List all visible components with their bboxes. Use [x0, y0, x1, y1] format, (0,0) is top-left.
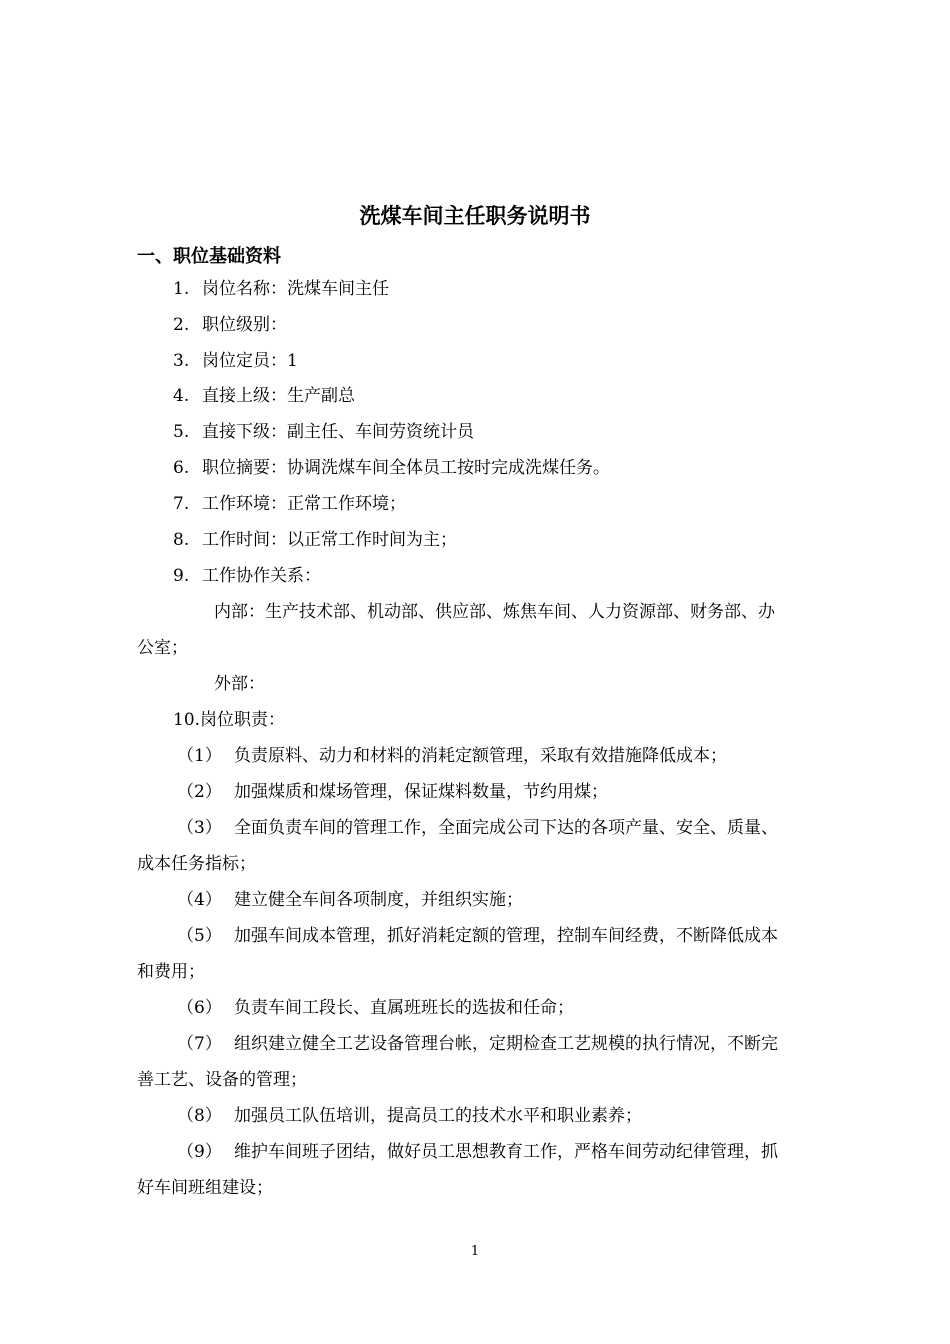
list-item: 4. 直接上级：生产副总: [173, 386, 355, 406]
duty-item: （9） 维护车间班子团结，做好员工思想教育工作，严格车间劳动纪律管理，抓: [177, 1142, 778, 1162]
duty-item-cont: 好车间班组建设；: [137, 1178, 273, 1198]
duty-item: （5） 加强车间成本管理，抓好消耗定额的管理，控制车间经费，不断降低成本: [177, 926, 778, 946]
duty-item: （2） 加强煤质和煤场管理，保证煤料数量，节约用煤；: [177, 782, 608, 802]
duty-item: （6） 负责车间工段长、直属班班长的选拔和任命；: [177, 998, 574, 1018]
page-number: 1: [470, 1244, 480, 1259]
document-title: 洗煤车间主任职务说明书: [359, 204, 591, 228]
list-item: 8. 工作时间：以正常工作时间为主；: [173, 530, 457, 550]
duty-item: （1） 负责原料、动力和材料的消耗定额管理，采取有效措施降低成本；: [177, 746, 727, 766]
section-heading: 一、职位基础资料: [137, 246, 281, 267]
duty-item: （4） 建立健全车间各项制度，并组织实施；: [177, 890, 523, 910]
list-item: 10.岗位职责：: [173, 710, 286, 730]
duty-item-cont: 成本任务指标；: [137, 854, 256, 874]
duty-item: （3） 全面负责车间的管理工作，全面完成公司下达的各项产量、安全、质量、: [177, 818, 778, 838]
list-item: 3. 岗位定员：1: [173, 351, 298, 371]
list-item: 9. 工作协作关系：: [173, 566, 321, 586]
duty-item: （8） 加强员工队伍培训，提高员工的技术水平和职业素养；: [177, 1106, 642, 1126]
internal-relations-cont: 公室；: [137, 638, 188, 658]
duty-item: （7） 组织建立健全工艺设备管理台帐，定期检查工艺规模的执行情况，不断完: [177, 1034, 778, 1054]
list-item: 2. 职位级别：: [173, 315, 287, 335]
list-item: 1. 岗位名称：洗煤车间主任: [173, 279, 389, 299]
duty-item-cont: 善工艺、设备的管理；: [137, 1070, 307, 1090]
list-item: 6. 职位摘要：协调洗煤车间全体员工按时完成洗煤任务。: [173, 458, 610, 478]
internal-relations: 内部：生产技术部、机动部、供应部、炼焦车间、人力资源部、财务部、办: [214, 602, 775, 622]
external-relations: 外部：: [214, 674, 265, 694]
list-item: 7. 工作环境：正常工作环境；: [173, 494, 406, 514]
list-item: 5. 直接下级：副主任、车间劳资统计员: [173, 422, 474, 442]
duty-item-cont: 和费用；: [137, 962, 205, 982]
